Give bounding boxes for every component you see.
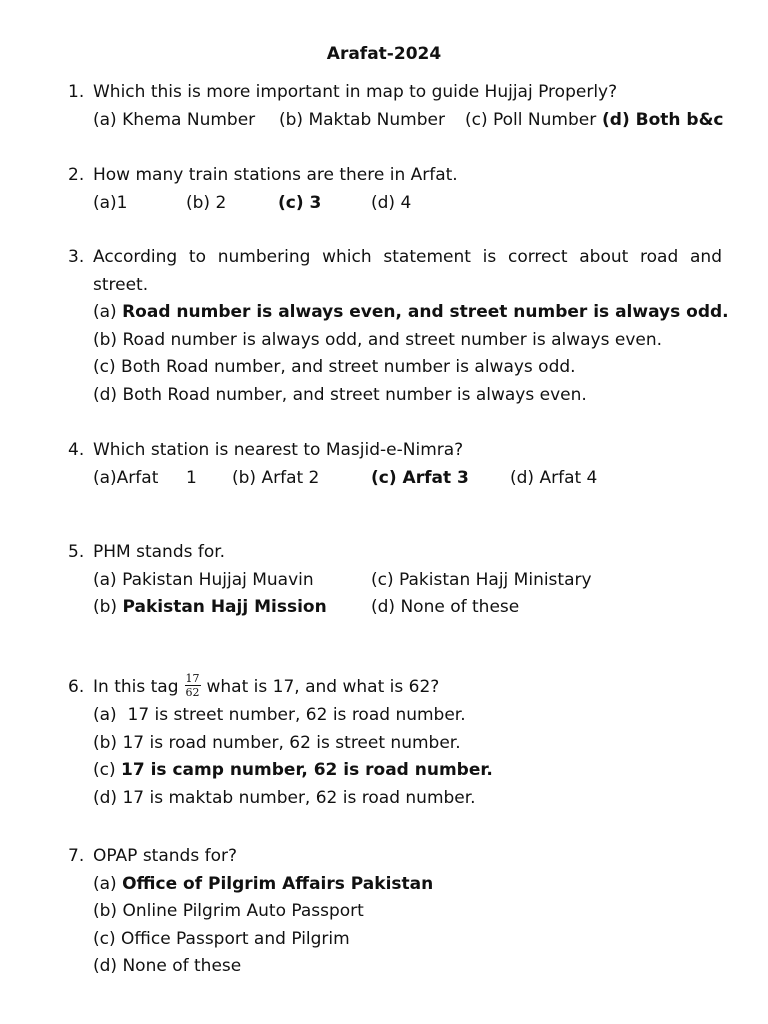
option-prefix: (a): [93, 873, 117, 894]
option-b: [68, 327, 722, 355]
question-number: 6.: [68, 677, 85, 697]
option-b: [68, 730, 722, 758]
option-prefix: (d): [93, 787, 118, 808]
question-text-before: In this tag: [93, 677, 179, 697]
option-d: (d) Arfat 4: [510, 467, 598, 488]
option-prefix: (d): [93, 384, 118, 405]
option-a: (a)Arfat: [93, 467, 159, 488]
option-b: (b) Arfat 2: [232, 467, 320, 488]
option-text: None of these: [122, 956, 242, 976]
option-c-correct: (c) Arfat 3: [371, 467, 469, 488]
option-text: Office Passport and Pilgrim: [121, 928, 350, 949]
option-prefix: (b): [93, 901, 118, 921]
option-text: Office of Pilgrim Affairs Pakistan: [122, 873, 434, 894]
question-text: [93, 672, 439, 702]
option-text: Pakistan Hajj Ministary: [399, 569, 592, 590]
option-prefix: (d): [371, 597, 396, 617]
option-text: Both Road number, and street number is always odd.: [121, 357, 576, 377]
option-a: (a)1: [93, 192, 128, 213]
question-text-after: what is 17, and what is 62?: [206, 677, 440, 697]
option-text: None of these: [400, 597, 520, 617]
option-d: (d) 4: [371, 192, 412, 213]
question-7: [68, 843, 722, 981]
question-text: According to numbering which statement is correct about road and street.: [93, 247, 722, 295]
option-prefix: (c): [371, 569, 394, 590]
option-prefix: (d): [93, 956, 118, 976]
option-c: [68, 354, 722, 382]
fraction-denominator: 62: [185, 685, 200, 699]
option-d: [371, 594, 519, 622]
option-prefix: (a): [93, 569, 117, 590]
question-5: [68, 539, 722, 622]
option-c-correct: [68, 757, 722, 785]
option-text: Online Pilgrim Auto Passport: [122, 901, 364, 921]
page-title: Arafat-2024: [326, 44, 442, 64]
option-a: [68, 702, 722, 730]
option-text: Pakistan Hujjaj Muavin: [122, 569, 314, 590]
tag-fraction: [185, 672, 201, 699]
question-6: [68, 672, 722, 812]
option-c: [68, 926, 722, 954]
question-2: [68, 162, 722, 217]
option-d-correct: (d) Both b&c: [602, 109, 724, 130]
option-text: 17 is road number, 62 is street number.: [122, 732, 461, 753]
question-3: [68, 244, 729, 409]
option-text: Both Road number, and street number is always even.: [122, 384, 587, 405]
option-d: [68, 953, 722, 981]
option-a: (a) Khema Number: [93, 109, 256, 130]
option-b-correct: [93, 594, 327, 622]
option-c: [371, 567, 592, 595]
question-text: Which station is nearest to Masjid-e-Nimra?: [93, 440, 464, 460]
question-1: [68, 79, 722, 134]
fraction-numerator: 17: [185, 671, 200, 685]
option-d: [68, 785, 722, 813]
option-a: [93, 567, 314, 595]
option-d: [68, 382, 722, 410]
option-a-correct: [68, 299, 729, 327]
option-text: Road number is always odd, and street number is always even.: [122, 329, 663, 350]
option-text: 17 is maktab number, 62 is road number.: [122, 787, 476, 808]
question-text: Which this is more important in map to guide Hujjaj Properly?: [93, 82, 618, 102]
question-number: 5.: [68, 542, 85, 562]
option-prefix: (a): [93, 705, 117, 725]
question-4: [68, 437, 722, 492]
question-number: 3.: [68, 247, 85, 267]
option-c-correct: (c) 3: [278, 192, 322, 213]
option-prefix: (a): [93, 302, 117, 322]
option-b: [68, 898, 722, 926]
question-text: OPAP stands for?: [93, 846, 237, 866]
option-b: (b) Maktab Number: [279, 109, 445, 130]
option-prefix: (b): [93, 329, 118, 350]
option-a-correct: [68, 871, 722, 899]
question-number: 7.: [68, 846, 85, 866]
option-prefix: (b): [93, 597, 118, 617]
option-c: (c) Poll Number: [465, 109, 597, 130]
option-prefix: (c): [93, 928, 116, 949]
question-number: 1.: [68, 82, 85, 102]
option-text: Road number is always even, and street number is always odd.: [122, 302, 729, 322]
question-number: 4.: [68, 440, 85, 460]
option-text: 17 is street number, 62 is road number.: [122, 705, 466, 725]
option-b: (b) 2: [186, 192, 227, 213]
question-text: How many train stations are there in Arfat.: [93, 165, 458, 185]
option-prefix: (c): [93, 357, 116, 377]
option-text: Pakistan Hajj Mission: [122, 597, 327, 617]
question-text: PHM stands for.: [93, 542, 226, 562]
option-a-extra: 1: [186, 467, 197, 488]
option-prefix: (b): [93, 732, 118, 753]
option-prefix: (c): [93, 760, 116, 780]
question-number: 2.: [68, 165, 85, 185]
option-text: 17 is camp number, 62 is road number.: [121, 760, 493, 780]
